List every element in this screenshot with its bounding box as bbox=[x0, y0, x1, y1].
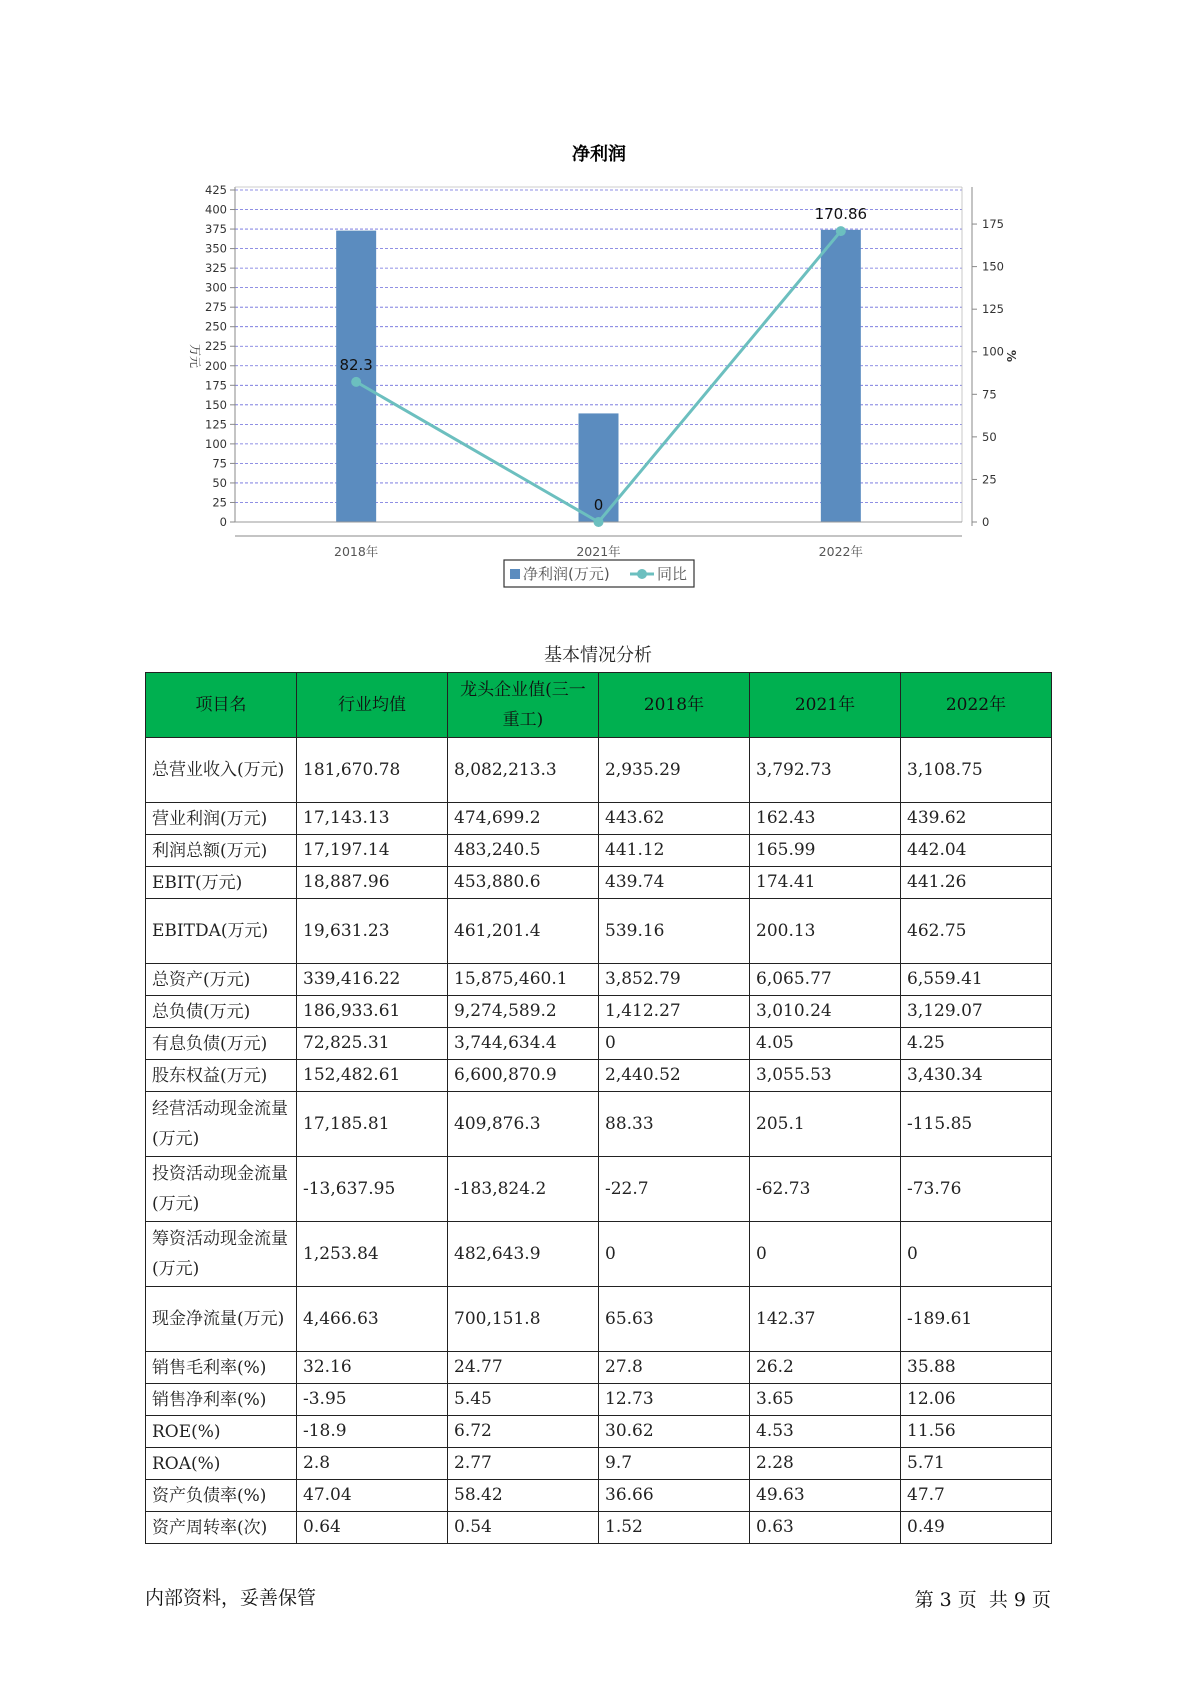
yoy-point bbox=[594, 517, 604, 527]
value-cell: 2,935.29 bbox=[599, 738, 750, 803]
table-header-row bbox=[146, 673, 1052, 738]
left-tick-label: 200 bbox=[205, 358, 227, 373]
value-cell: 65.63 bbox=[599, 1287, 750, 1352]
left-tick-label: 75 bbox=[212, 456, 227, 471]
value-cell: 442.04 bbox=[901, 835, 1052, 867]
table-row bbox=[146, 1352, 1052, 1384]
right-tick-label: 75 bbox=[982, 387, 997, 402]
value-cell: 0.54 bbox=[448, 1512, 599, 1544]
legend-line-marker bbox=[637, 569, 647, 579]
bar-series bbox=[336, 230, 861, 522]
table-row bbox=[146, 1448, 1052, 1480]
right-axis-title: % bbox=[1004, 349, 1018, 363]
value-cell: 409,876.3 bbox=[448, 1092, 599, 1157]
value-cell: 0 bbox=[599, 1028, 750, 1060]
value-cell: 2.77 bbox=[448, 1448, 599, 1480]
table-row bbox=[146, 1222, 1052, 1287]
value-cell: 49.63 bbox=[750, 1480, 901, 1512]
left-tick-label: 25 bbox=[212, 495, 227, 510]
table-row bbox=[146, 1384, 1052, 1416]
value-cell: 4.05 bbox=[750, 1028, 901, 1060]
value-cell: 3,010.24 bbox=[750, 996, 901, 1028]
value-cell: 36.66 bbox=[599, 1480, 750, 1512]
value-cell: 1,253.84 bbox=[297, 1222, 448, 1287]
value-cell: 47.04 bbox=[297, 1480, 448, 1512]
value-cell: 474,699.2 bbox=[448, 803, 599, 835]
value-cell: 17,143.13 bbox=[297, 803, 448, 835]
table-row bbox=[146, 738, 1052, 803]
value-cell: 4,466.63 bbox=[297, 1287, 448, 1352]
value-cell: 18,887.96 bbox=[297, 867, 448, 899]
value-cell: 2.28 bbox=[750, 1448, 901, 1480]
value-cell: 30.62 bbox=[599, 1416, 750, 1448]
left-tick-label: 425 bbox=[205, 183, 227, 197]
value-cell: 3,108.75 bbox=[901, 738, 1052, 803]
value-cell: -62.73 bbox=[750, 1157, 901, 1222]
value-cell: 0 bbox=[750, 1222, 901, 1287]
value-cell: 181,670.78 bbox=[297, 738, 448, 803]
row-label-cell: 经营活动现金流量(万元) bbox=[146, 1092, 297, 1157]
table-row bbox=[146, 1512, 1052, 1544]
row-label-cell: ROE(%) bbox=[146, 1416, 297, 1448]
value-cell: 186,933.61 bbox=[297, 996, 448, 1028]
table-row bbox=[146, 996, 1052, 1028]
value-cell: 3,430.34 bbox=[901, 1060, 1052, 1092]
value-cell: 461,201.4 bbox=[448, 899, 599, 964]
column-header: 项目名 bbox=[146, 673, 297, 738]
right-tick-label: 50 bbox=[982, 429, 997, 444]
right-tick-label: 25 bbox=[982, 472, 997, 487]
left-tick-label: 150 bbox=[205, 397, 227, 412]
column-header: 2018年 bbox=[599, 673, 750, 738]
value-cell: 5.45 bbox=[448, 1384, 599, 1416]
left-tick-label: 100 bbox=[205, 436, 227, 451]
value-cell: 4.53 bbox=[750, 1416, 901, 1448]
value-cell: -73.76 bbox=[901, 1157, 1052, 1222]
value-cell: 165.99 bbox=[750, 835, 901, 867]
value-cell: -3.95 bbox=[297, 1384, 448, 1416]
value-cell: 8,082,213.3 bbox=[448, 738, 599, 803]
value-cell: 439.74 bbox=[599, 867, 750, 899]
value-cell: -183,824.2 bbox=[448, 1157, 599, 1222]
left-tick-label: 325 bbox=[205, 261, 227, 276]
chart-legend bbox=[504, 560, 694, 587]
table-row bbox=[146, 1287, 1052, 1352]
value-cell: 3,792.73 bbox=[750, 738, 901, 803]
right-tick-label: 100 bbox=[982, 344, 1004, 359]
row-label-cell: 有息负债(万元) bbox=[146, 1028, 297, 1060]
row-label-cell: 总营业收入(万元) bbox=[146, 738, 297, 803]
yoy-point bbox=[351, 377, 361, 387]
row-label-cell: 资产周转率(次) bbox=[146, 1512, 297, 1544]
value-cell: 1.52 bbox=[599, 1512, 750, 1544]
value-cell: 174.41 bbox=[750, 867, 901, 899]
right-tick-label: 125 bbox=[982, 302, 1004, 317]
value-cell: 5.71 bbox=[901, 1448, 1052, 1480]
left-tick-label: 125 bbox=[205, 417, 227, 432]
left-tick-label: 275 bbox=[205, 300, 227, 315]
value-cell: 4.25 bbox=[901, 1028, 1052, 1060]
value-cell: 17,185.81 bbox=[297, 1092, 448, 1157]
table-title: 基本情况分析 bbox=[544, 645, 652, 666]
right-tick-label: 150 bbox=[982, 259, 1004, 274]
value-cell: 3.65 bbox=[750, 1384, 901, 1416]
value-cell: 3,129.07 bbox=[901, 996, 1052, 1028]
value-cell: 483,240.5 bbox=[448, 835, 599, 867]
table-row bbox=[146, 899, 1052, 964]
table-row bbox=[146, 1480, 1052, 1512]
yoy-point bbox=[836, 226, 846, 236]
value-cell: 0.64 bbox=[297, 1512, 448, 1544]
row-label-cell: EBIT(万元) bbox=[146, 867, 297, 899]
table-row bbox=[146, 1416, 1052, 1448]
table-row bbox=[146, 867, 1052, 899]
value-cell: 9.7 bbox=[599, 1448, 750, 1480]
value-cell: 15,875,460.1 bbox=[448, 964, 599, 996]
value-cell: 162.43 bbox=[750, 803, 901, 835]
category-label: 2021年 bbox=[576, 544, 621, 559]
row-label-cell: ROA(%) bbox=[146, 1448, 297, 1480]
value-cell: -189.61 bbox=[901, 1287, 1052, 1352]
value-cell: 462.75 bbox=[901, 899, 1052, 964]
legend-line-label: 同比 bbox=[657, 565, 688, 583]
value-cell: 482,643.9 bbox=[448, 1222, 599, 1287]
right-tick-label: 175 bbox=[982, 217, 1004, 232]
footer-confidential-note: 内部资料，妥善保管 bbox=[145, 1587, 317, 1609]
category-label: 2022年 bbox=[818, 544, 863, 559]
left-tick-label: 0 bbox=[219, 515, 227, 529]
table-row bbox=[146, 964, 1052, 996]
value-cell: 6,559.41 bbox=[901, 964, 1052, 996]
value-cell: -18.9 bbox=[297, 1416, 448, 1448]
value-cell: 443.62 bbox=[599, 803, 750, 835]
value-cell: 205.1 bbox=[750, 1092, 901, 1157]
value-cell: 6,600,870.9 bbox=[448, 1060, 599, 1092]
net-profit-chart bbox=[0, 0, 1191, 600]
category-label: 2018年 bbox=[334, 544, 379, 559]
row-label-cell: 筹资活动现金流量(万元) bbox=[146, 1222, 297, 1287]
table-body bbox=[146, 738, 1052, 1544]
left-tick-label: 300 bbox=[205, 280, 227, 295]
legend-bar-swatch bbox=[510, 569, 520, 579]
value-cell: 3,055.53 bbox=[750, 1060, 901, 1092]
value-cell: 441.26 bbox=[901, 867, 1052, 899]
left-tick-label: 175 bbox=[205, 378, 227, 393]
value-cell: 72,825.31 bbox=[297, 1028, 448, 1060]
value-cell: 700,151.8 bbox=[448, 1287, 599, 1352]
value-cell: 58.42 bbox=[448, 1480, 599, 1512]
value-cell: 453,880.6 bbox=[448, 867, 599, 899]
value-cell: 19,631.23 bbox=[297, 899, 448, 964]
table-row bbox=[146, 1157, 1052, 1222]
value-cell: 11.56 bbox=[901, 1416, 1052, 1448]
value-cell: 439.62 bbox=[901, 803, 1052, 835]
table-row bbox=[146, 835, 1052, 867]
value-cell: 6.72 bbox=[448, 1416, 599, 1448]
column-header: 龙头企业值(三一重工) bbox=[448, 673, 599, 738]
value-cell: 9,274,589.2 bbox=[448, 996, 599, 1028]
bar-2022年 bbox=[821, 230, 861, 522]
left-tick-label: 375 bbox=[205, 222, 227, 237]
row-label-cell: 现金净流量(万元) bbox=[146, 1287, 297, 1352]
yoy-data-label: 170.86 bbox=[814, 205, 868, 224]
value-cell: 12.73 bbox=[599, 1384, 750, 1416]
value-cell: -22.7 bbox=[599, 1157, 750, 1222]
yoy-data-label: 0 bbox=[593, 496, 604, 514]
footer-page-number: 第 3 页 共 9 页 bbox=[914, 1589, 1051, 1611]
left-tick-label: 350 bbox=[205, 241, 227, 256]
value-cell: 32.16 bbox=[297, 1352, 448, 1384]
value-cell: 152,482.61 bbox=[297, 1060, 448, 1092]
left-tick-label: 250 bbox=[205, 319, 227, 334]
chart-title: 净利润 bbox=[572, 144, 626, 165]
value-cell: 2,440.52 bbox=[599, 1060, 750, 1092]
value-cell: 0.49 bbox=[901, 1512, 1052, 1544]
value-cell: 0 bbox=[599, 1222, 750, 1287]
value-cell: 27.8 bbox=[599, 1352, 750, 1384]
value-cell: 339,416.22 bbox=[297, 964, 448, 996]
yoy-data-label: 82.3 bbox=[339, 355, 373, 374]
column-header: 2022年 bbox=[901, 673, 1052, 738]
value-cell: 441.12 bbox=[599, 835, 750, 867]
value-cell: 26.2 bbox=[750, 1352, 901, 1384]
left-tick-label: 225 bbox=[205, 339, 227, 354]
value-cell: 0 bbox=[901, 1222, 1052, 1287]
legend-bar-label: 净利润(万元) bbox=[523, 565, 610, 583]
row-label-cell: 总负债(万元) bbox=[146, 996, 297, 1028]
table-row bbox=[146, 1092, 1052, 1157]
value-cell: 24.77 bbox=[448, 1352, 599, 1384]
value-cell: 1,412.27 bbox=[599, 996, 750, 1028]
row-label-cell: 销售毛利率(%) bbox=[146, 1352, 297, 1384]
value-cell: 17,197.14 bbox=[297, 835, 448, 867]
value-cell: 35.88 bbox=[901, 1352, 1052, 1384]
right-tick-label: 0 bbox=[982, 515, 990, 529]
left-tick-label: 400 bbox=[205, 202, 227, 217]
value-cell: -13,637.95 bbox=[297, 1157, 448, 1222]
value-cell: 200.13 bbox=[750, 899, 901, 964]
value-cell: 12.06 bbox=[901, 1384, 1052, 1416]
column-header: 2021年 bbox=[750, 673, 901, 738]
column-header: 行业均值 bbox=[297, 673, 448, 738]
value-cell: 0.63 bbox=[750, 1512, 901, 1544]
value-cell: 142.37 bbox=[750, 1287, 901, 1352]
value-cell: -115.85 bbox=[901, 1092, 1052, 1157]
left-tick-label: 50 bbox=[212, 475, 227, 490]
table-row bbox=[146, 1028, 1052, 1060]
row-label-cell: 销售净利率(%) bbox=[146, 1384, 297, 1416]
row-label-cell: 股东权益(万元) bbox=[146, 1060, 297, 1092]
table-row bbox=[146, 803, 1052, 835]
bar-2018年 bbox=[336, 231, 376, 522]
value-cell: 3,852.79 bbox=[599, 964, 750, 996]
value-cell: 2.8 bbox=[297, 1448, 448, 1480]
value-cell: 539.16 bbox=[599, 899, 750, 964]
value-cell: 3,744,634.4 bbox=[448, 1028, 599, 1060]
analysis-table bbox=[145, 672, 1052, 1544]
table-row bbox=[146, 1060, 1052, 1092]
value-cell: 47.7 bbox=[901, 1480, 1052, 1512]
row-label-cell: EBITDA(万元) bbox=[146, 899, 297, 964]
row-label-cell: 资产负债率(%) bbox=[146, 1480, 297, 1512]
left-axis-title: 万元 bbox=[188, 343, 202, 369]
row-label-cell: 营业利润(万元) bbox=[146, 803, 297, 835]
row-label-cell: 利润总额(万元) bbox=[146, 835, 297, 867]
row-label-cell: 总资产(万元) bbox=[146, 964, 297, 996]
row-label-cell: 投资活动现金流量(万元) bbox=[146, 1157, 297, 1222]
value-cell: 6,065.77 bbox=[750, 964, 901, 996]
value-cell: 88.33 bbox=[599, 1092, 750, 1157]
